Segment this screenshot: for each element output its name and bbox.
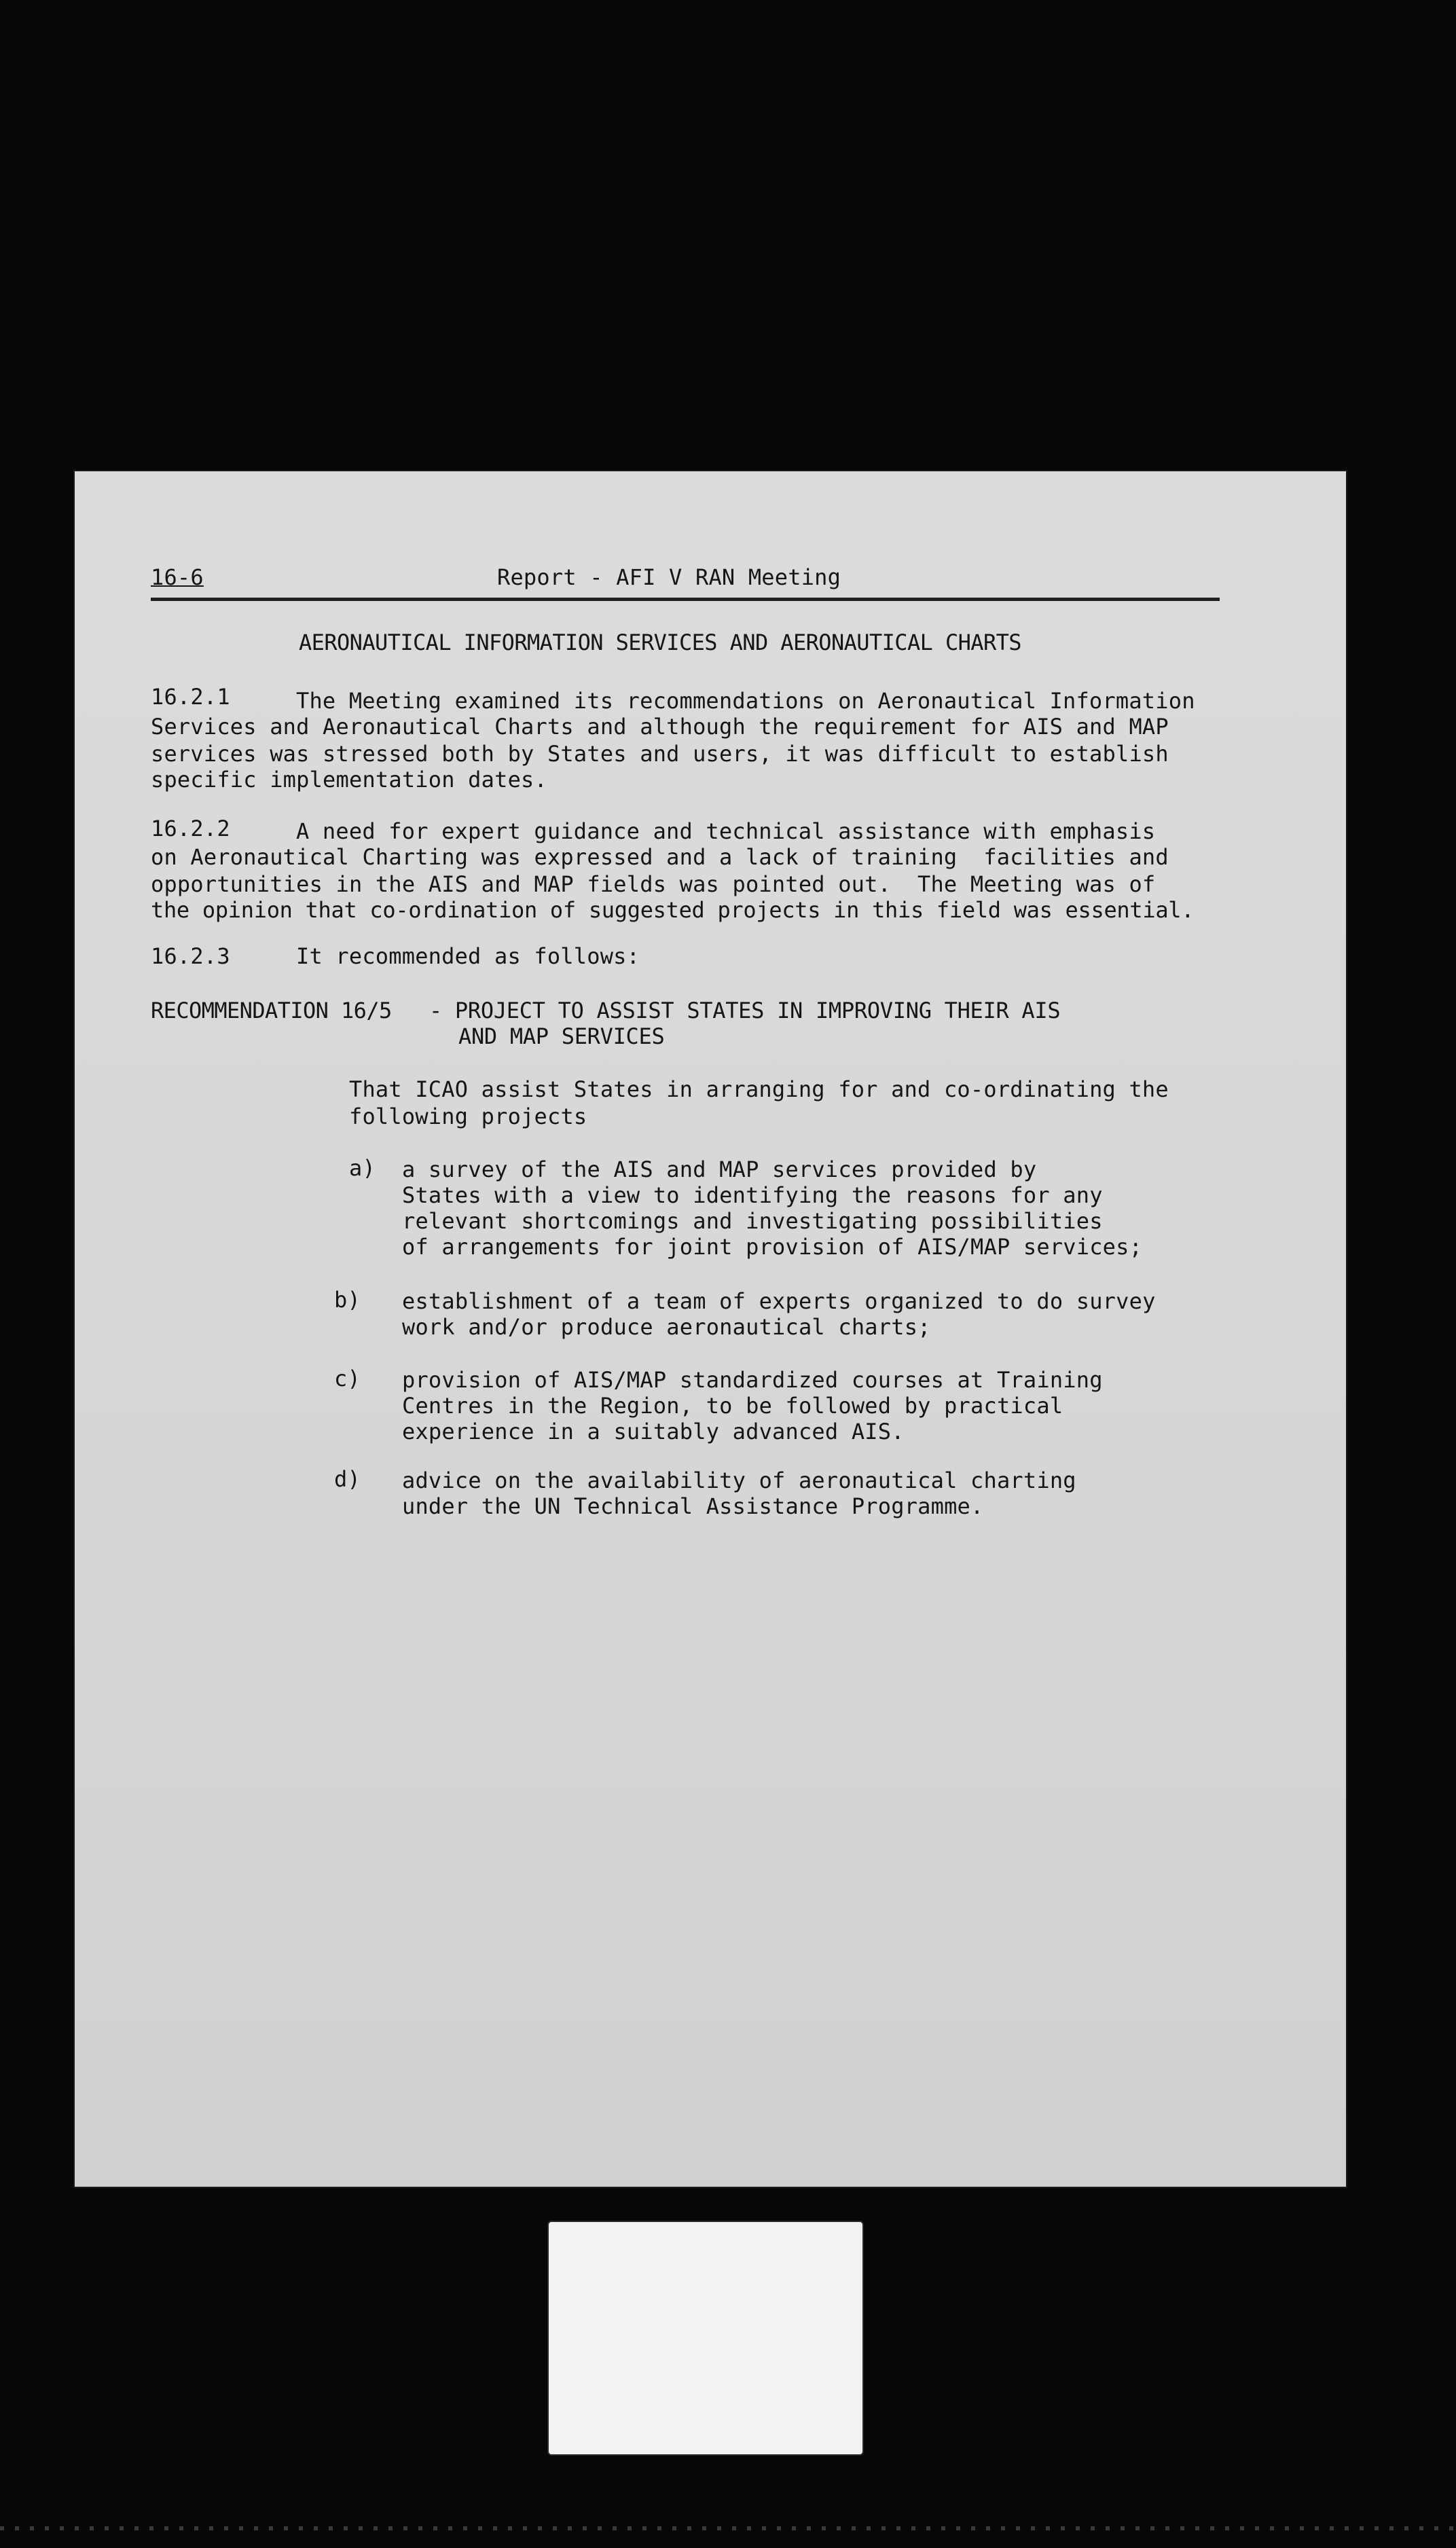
list-item-line: work and/or produce aeronautical charts; bbox=[402, 1314, 931, 1340]
list-item-line: provision of AIS/MAP standardized courses at Training bbox=[402, 1367, 1103, 1393]
running-title: Report - AFI V RAN Meeting bbox=[497, 564, 841, 590]
recommendation-label: RECOMMENDATION 16/5 bbox=[151, 998, 392, 1023]
paragraph-line: Services and Aeronautical Charts and although the requirement for AIS and MAP bbox=[151, 714, 1169, 740]
blank-card bbox=[549, 2222, 862, 2454]
paragraph-line: on Aeronautical Charting was expressed and a lack of training facilities and bbox=[151, 844, 1169, 870]
paragraph-number: 16.2.1 bbox=[151, 684, 230, 710]
recommendation-title: - PROJECT TO ASSIST STATES IN IMPROVING THEIR AIS bbox=[429, 998, 1061, 1023]
list-item-line: Centres in the Region, to be followed by practical bbox=[402, 1393, 1063, 1419]
list-item-line: under the UN Technical Assistance Programme. bbox=[402, 1493, 984, 1519]
recommendation-intro: following projects bbox=[349, 1104, 587, 1129]
header-rule bbox=[151, 598, 1220, 601]
document-content bbox=[75, 471, 1346, 2187]
list-item-marker: a) bbox=[349, 1155, 376, 1181]
paragraph-line: The Meeting examined its recommendations on Aeronautical Information bbox=[296, 688, 1195, 714]
list-item-line: advice on the availability of aeronautical charting bbox=[402, 1468, 1076, 1493]
list-item-line: a survey of the AIS and MAP services provided by bbox=[402, 1157, 1037, 1182]
page-number: 16-6 bbox=[151, 564, 204, 590]
recommendation-title: AND MAP SERVICES bbox=[458, 1023, 665, 1049]
list-item-marker: b) bbox=[334, 1287, 361, 1313]
recommendation-intro: That ICAO assist States in arranging for and co-ordinating the bbox=[349, 1076, 1169, 1102]
paragraph-number: 16.2.2 bbox=[151, 816, 230, 841]
paragraph-number: 16.2.3 bbox=[151, 943, 230, 969]
list-item-line: of arrangements for joint provision of AIS/MAP services; bbox=[402, 1234, 1143, 1260]
paragraph-line: opportunities in the AIS and MAP fields was pointed out. The Meeting was of bbox=[151, 871, 1156, 897]
paragraph-line: A need for expert guidance and technical assistance with emphasis bbox=[296, 818, 1156, 844]
paragraph-line: services was stressed both by States and users, it was difficult to establish bbox=[151, 741, 1169, 767]
list-item-line: experience in a suitably advanced AIS. bbox=[402, 1419, 905, 1444]
section-title: AERONAUTICAL INFORMATION SERVICES AND AERONAUTICAL CHARTS bbox=[299, 630, 1021, 655]
document-page bbox=[75, 471, 1346, 2187]
list-item-line: establishment of a team of experts organized to do survey bbox=[402, 1288, 1156, 1314]
paragraph-line: the opinion that co-ordination of suggested projects in this field was essential. bbox=[151, 897, 1195, 923]
list-item-line: States with a view to identifying the reasons for any bbox=[402, 1182, 1103, 1208]
paragraph-line: It recommended as follows: bbox=[296, 943, 640, 969]
list-item-marker: d) bbox=[334, 1466, 361, 1492]
list-item-line: relevant shortcomings and investigating possibilities bbox=[402, 1208, 1103, 1234]
film-edge bbox=[0, 2526, 1456, 2530]
paragraph-line: specific implementation dates. bbox=[151, 767, 547, 793]
list-item-marker: c) bbox=[334, 1366, 361, 1391]
